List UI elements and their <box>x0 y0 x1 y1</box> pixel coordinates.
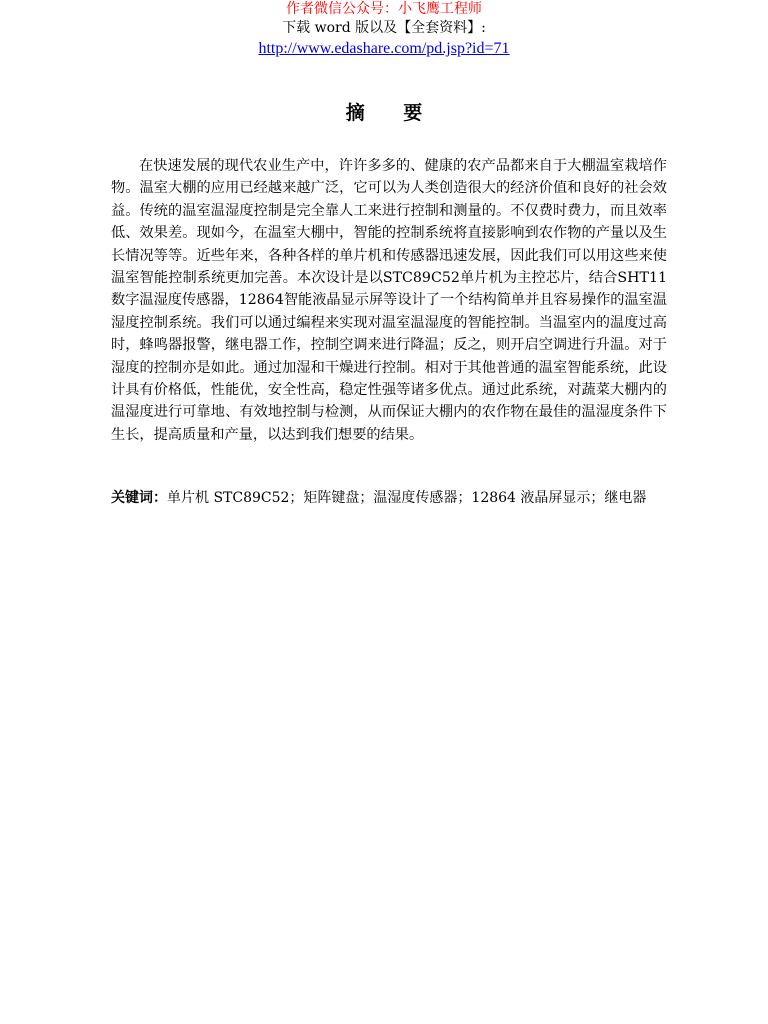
download-link[interactable]: http://www.edashare.com/pd.jsp?id=71 <box>258 40 510 57</box>
abstract-title: 摘 要 <box>345 102 439 124</box>
keywords-label: 关键词： <box>111 490 167 506</box>
download-line: 下载 word 版以及【全套资料】: <box>282 20 486 36</box>
abstract-paragraph: 在快速发展的现代农业生产中，许许多多的、健康的农产品都来自于大棚温室栽培作物。温室大棚的应用已经越来越广泛，它可以为人类创造很大的经济价值和良好的社会效益。传统的温室温湿度控制是完全靠人工来进行控制和测量的。不仅费时费力，而且效率低、效果差。现如今，在温室大棚中，智能的控制系统将直接影响到农作物的产量以及生长情况等等。近些年来，各种各样的单片机和传感器迅速发展，因此我们可以用这些来使温室智能控制系统更加完善。本次设计是以STC89C52单片机为主控芯片，结合SHT11数字温湿度传感器，12864智能液晶显示屏等设计了一个结构简单并且容易操作的温室温湿度控制系统。我们可以通过编程来实现对温室温湿度的智能控制。当温室内的温度过高时，蜂鸣器报警，继电器工作，控制空调来进行降温；反之，则开启空调进行升温。对于湿度的控制亦是如此。通过加湿和干燥进行控制。相对于其他普通的温室智能系统，此设计具有价格低，性能优，安全性高，稳定性强等诸多优点。通过此系统，对蔬菜大棚内的温湿度进行可靠地、有效地控制与检测，从而保证大棚内的农作物在最佳的温湿度条件下生长，提高质量和产量，以达到我们想要的结果。 <box>111 158 667 443</box>
keywords-text: 单片机 STC89C52；矩阵键盘；温湿度传感器；12864 液晶屏显示；继电器 <box>167 490 647 506</box>
keywords-line <box>111 488 671 508</box>
author-wechat-line: 作者微信公众号：小飞鹰工程师 <box>286 1 482 17</box>
